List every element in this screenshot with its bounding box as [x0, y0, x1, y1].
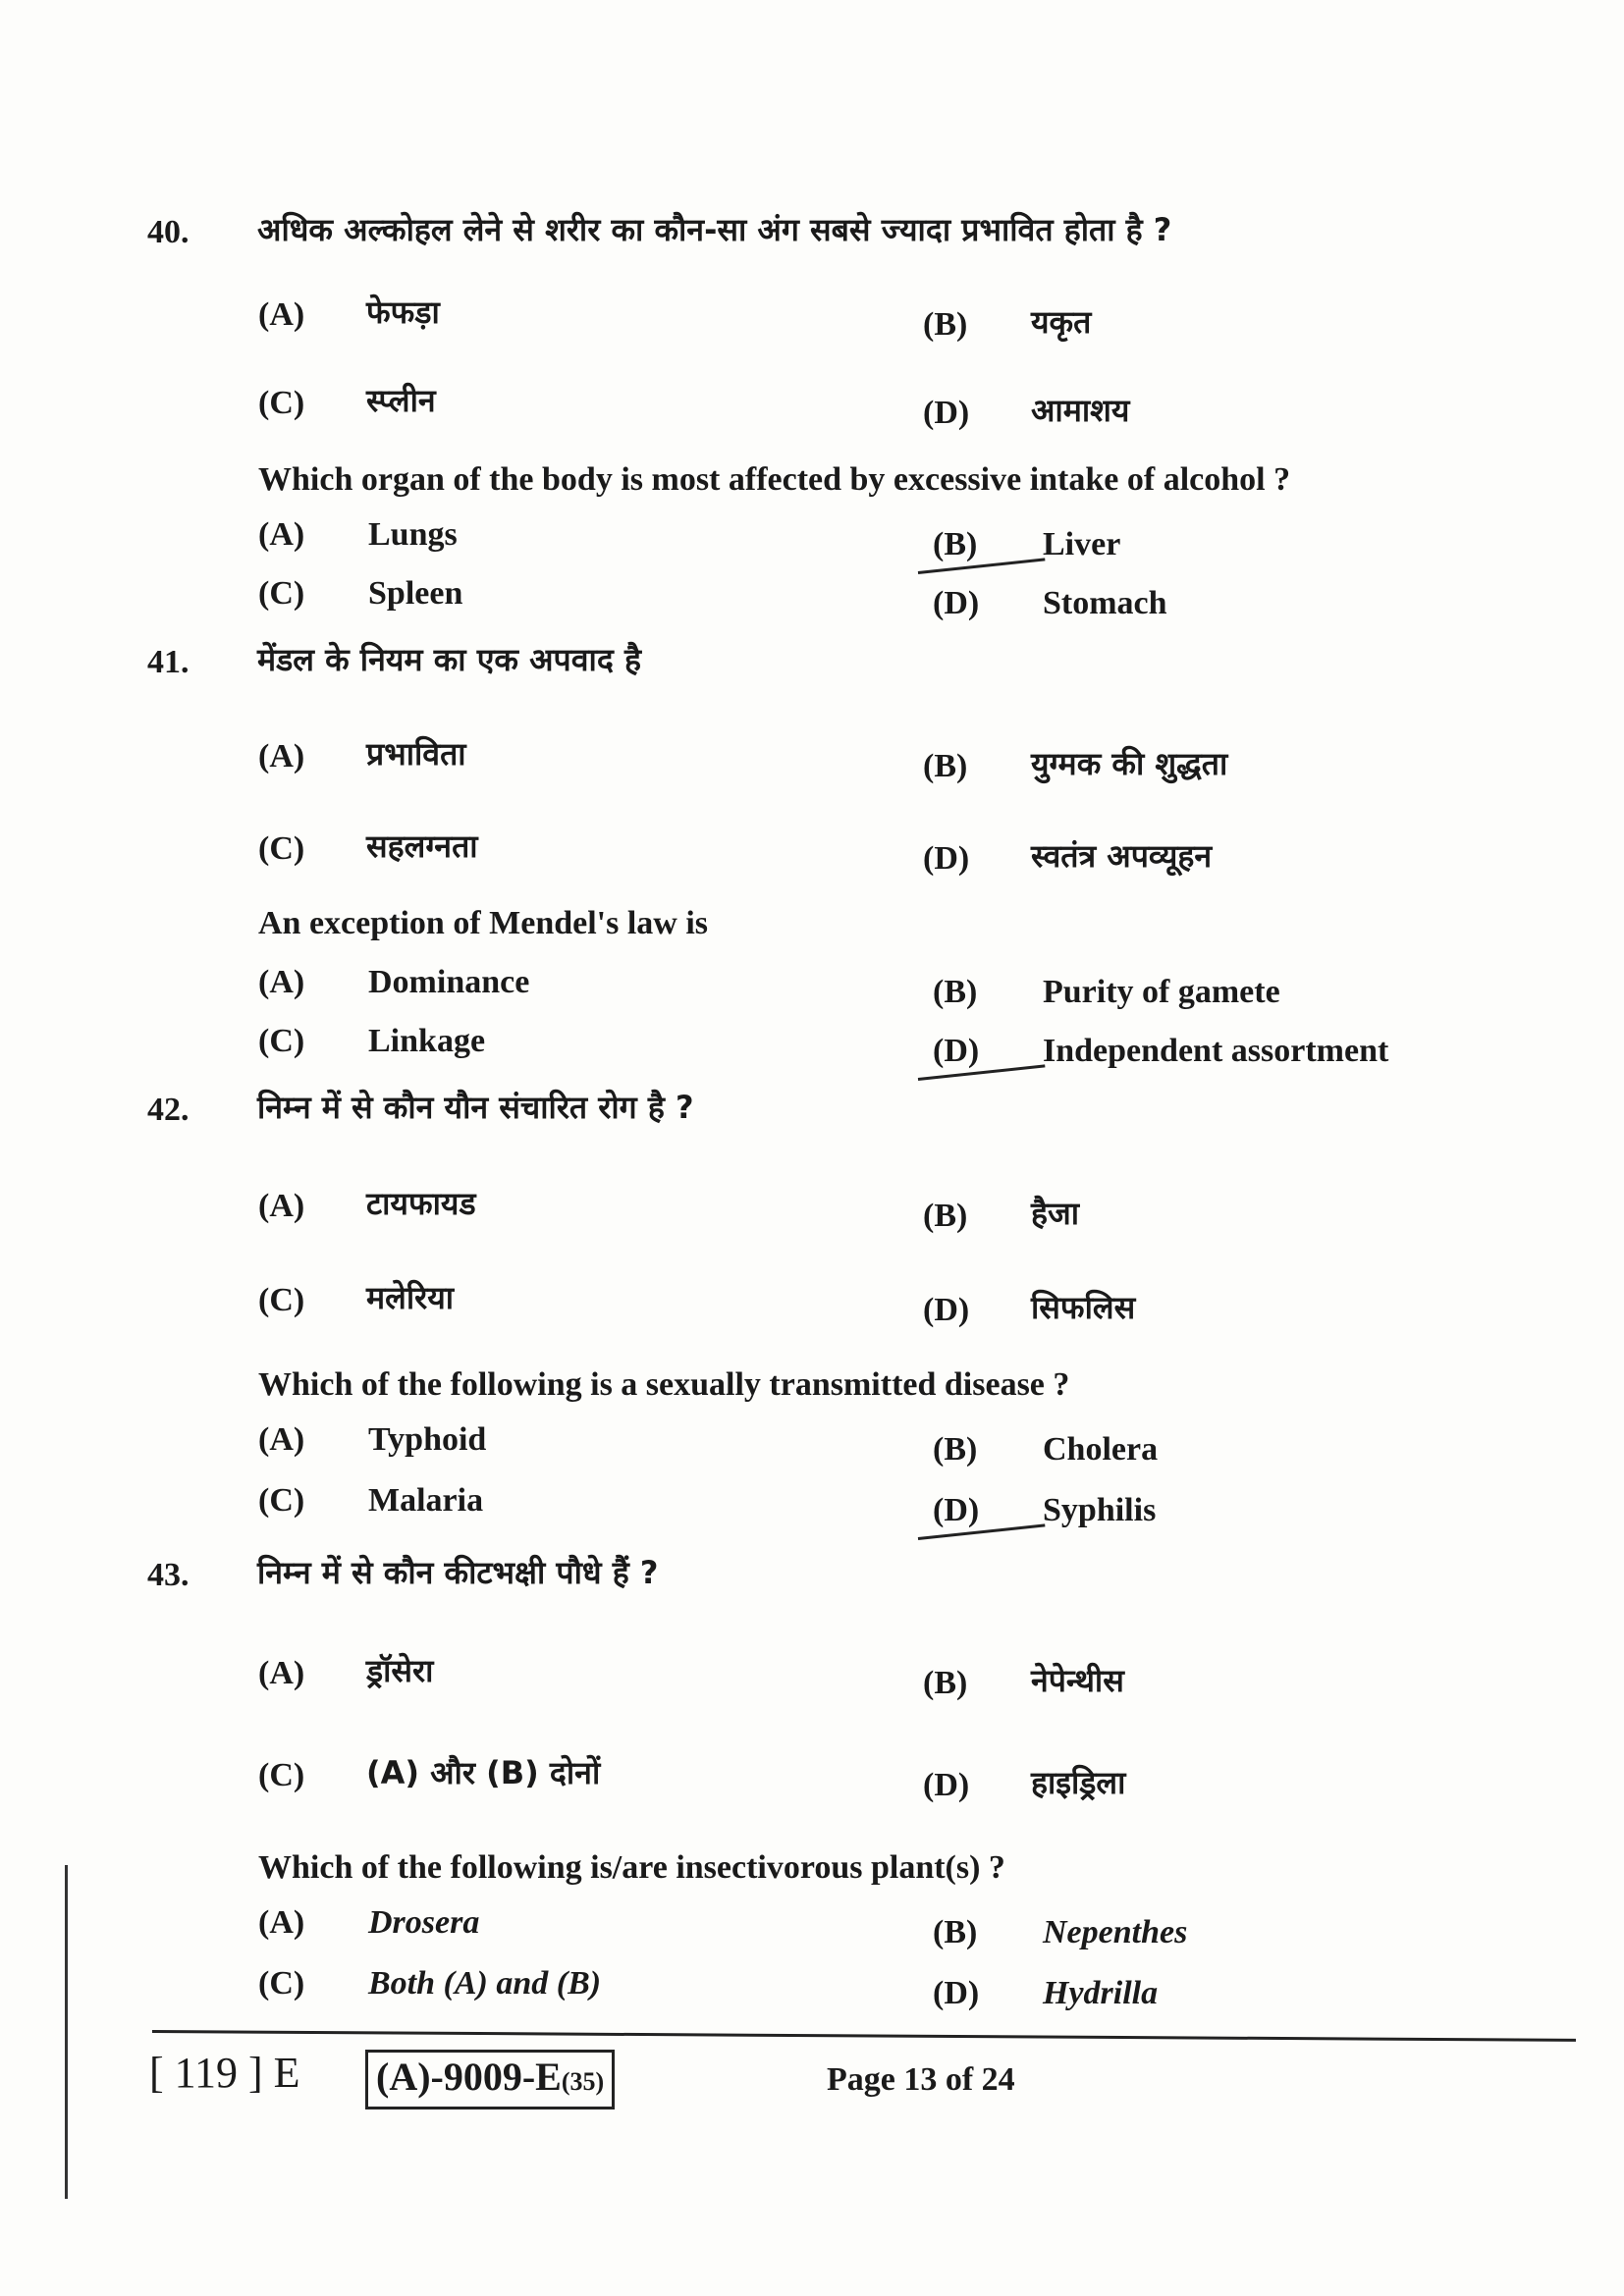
hindi-option-text: स्प्लीन [366, 382, 436, 419]
option-label: (A) [258, 1421, 305, 1458]
hindi-option-text: नेपेन्थीस [1031, 1662, 1124, 1699]
question-number: 40. [147, 214, 189, 250]
hindi-option-text: ड्रॉसेरा [366, 1652, 434, 1689]
option-label: (B) [933, 974, 978, 1010]
hindi-option-text: टायफायड [366, 1185, 476, 1222]
english-question: Which organ of the body is most affected by excessive intake of alcohol ? [258, 461, 1291, 498]
option-label: (D) [923, 1292, 970, 1328]
english-option-text: Dominance [368, 964, 530, 1000]
option-label: (D) [933, 1033, 980, 1069]
english-option-text: Cholera [1043, 1431, 1159, 1468]
question-number: 41. [147, 644, 189, 680]
question-number: 43. [147, 1557, 189, 1593]
option-label: (D) [933, 1975, 980, 2011]
option-label: (C) [258, 830, 305, 867]
english-option-text: Stomach [1043, 585, 1167, 621]
hindi-option-text: मलेरिया [366, 1279, 455, 1316]
option-label: (A) [258, 516, 305, 553]
english-option-text: Typhoid [368, 1421, 487, 1458]
option-label: (B) [923, 1665, 968, 1701]
english-question: Which of the following is/are insectivorous plant(s) ? [258, 1849, 1005, 1886]
paper-code-sub: (35) [561, 2067, 605, 2096]
option-label: (B) [933, 526, 978, 562]
hindi-option-text: फेफड़ा [366, 294, 440, 331]
hindi-question: मेंडल के नियम का एक अपवाद है [257, 641, 641, 678]
english-option-text: Malaria [368, 1482, 484, 1519]
option-label: (D) [933, 585, 980, 621]
footer-code: [ 119 ] E [149, 2049, 300, 2097]
option-label: (A) [258, 1188, 305, 1224]
option-label: (C) [258, 1757, 305, 1793]
option-label: (B) [923, 1198, 968, 1234]
english-option-text: Purity of gamete [1043, 974, 1280, 1010]
option-label: (A) [258, 1904, 305, 1941]
hindi-option-text: युग्मक की शुद्धता [1031, 745, 1228, 782]
english-option-text: Linkage [368, 1023, 486, 1059]
option-label: (B) [923, 306, 968, 343]
english-option-text: Drosera [368, 1904, 480, 1941]
option-label: (D) [923, 1767, 970, 1803]
option-label: (D) [923, 395, 970, 431]
english-option-text: Spleen [368, 575, 463, 612]
option-label: (D) [933, 1492, 980, 1528]
option-label: (B) [933, 1914, 978, 1950]
page-number: Page 13 of 24 [827, 2061, 1015, 2098]
hindi-option-text: सहलग्नता [366, 828, 478, 865]
option-label: (C) [258, 385, 305, 421]
english-question: Which of the following is a sexually transmitted disease ? [258, 1366, 1070, 1403]
option-label: (C) [258, 1282, 305, 1318]
option-label: (C) [258, 1965, 305, 2002]
hindi-question: अधिक अल्कोहल लेने से शरीर का कौन-सा अंग सबसे ज्यादा प्रभावित होता है ? [257, 211, 1172, 248]
option-label: (A) [258, 964, 305, 1000]
hindi-option-text: हाइड्रिला [1031, 1764, 1126, 1801]
english-option-text: Syphilis [1043, 1492, 1157, 1528]
english-option-text: Hydrilla [1043, 1975, 1159, 2011]
footer-divider [152, 2030, 1576, 2042]
option-label: (C) [258, 1482, 305, 1519]
option-label: (A) [258, 1655, 305, 1691]
paper-code-box [365, 2050, 615, 2109]
option-label: (B) [923, 748, 968, 784]
margin-line [65, 1865, 68, 2199]
hindi-option-text: प्रभाविता [366, 735, 466, 773]
question-number: 42. [147, 1092, 189, 1128]
english-option-text: Lungs [368, 516, 458, 553]
hindi-option-text: (A) और (B) दोनों [366, 1754, 601, 1791]
english-option-text: Independent assortment [1043, 1033, 1389, 1069]
option-label: (A) [258, 738, 305, 774]
english-option-text: Both (A) and (B) [368, 1965, 602, 2002]
option-label: (C) [258, 575, 305, 612]
option-label: (B) [933, 1431, 978, 1468]
paper-code: (A)-9009-E [376, 2055, 562, 2099]
english-option-text: Liver [1043, 526, 1121, 562]
english-question: An exception of Mendel's law is [258, 905, 709, 941]
hindi-option-text: सिफलिस [1031, 1289, 1136, 1326]
option-label: (C) [258, 1023, 305, 1059]
option-label: (A) [258, 296, 305, 333]
english-option-text: Nepenthes [1043, 1914, 1188, 1950]
hindi-question: निम्न में से कौन कीटभक्षी पौधे हैं ? [257, 1554, 659, 1591]
option-label: (D) [923, 840, 970, 877]
hindi-option-text: स्वतंत्र अपव्यूहन [1031, 837, 1213, 875]
hindi-question: निम्न में से कौन यौन संचारित रोग है ? [257, 1089, 694, 1126]
hindi-option-text: हैजा [1031, 1195, 1080, 1232]
hindi-option-text: आमाशय [1031, 392, 1130, 429]
hindi-option-text: यकृत [1031, 303, 1092, 341]
